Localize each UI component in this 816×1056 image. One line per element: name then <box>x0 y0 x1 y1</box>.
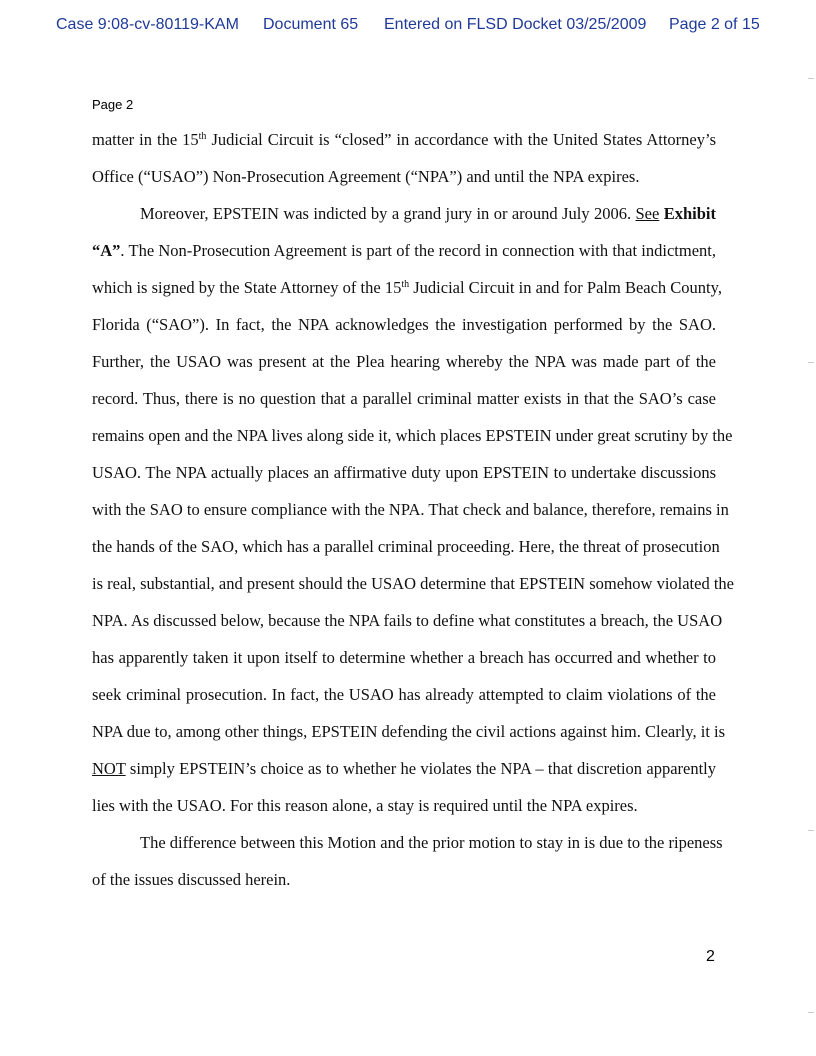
document-number: Document 65 <box>263 16 359 33</box>
paragraph-line: has apparently taken it upon itself to determine whether a breach has occurred and whether to <box>92 648 716 667</box>
page-label: Page 2 <box>92 97 134 112</box>
paragraph-line: NOT simply EPSTEIN’s choice as to whether he violates the NPA – that discretion apparently <box>92 759 716 778</box>
paragraph-line: Office (“USAO”) Non-Prosecution Agreement (“NPA”) and until the NPA expires. <box>92 167 640 186</box>
docket-page-count: Page 2 of 15 <box>669 16 760 33</box>
paragraph-line: record. Thus, there is no question that a parallel criminal matter exists in that the SAO’s case <box>92 389 716 408</box>
paragraph-line: The difference between this Motion and the prior motion to stay in is due to the ripeness <box>140 833 723 852</box>
paragraph-line: which is signed by the State Attorney of the 15th Judicial Circuit in and for Palm Beach County, <box>92 278 722 297</box>
page-number: 2 <box>706 948 715 965</box>
paragraph-line: Florida (“SAO”). In fact, the NPA acknowledges the investigation performed by the SAO. <box>92 315 716 334</box>
emphasis-not: NOT <box>92 759 126 778</box>
paragraph-line: NPA. As discussed below, because the NPA fails to define what constitutes a breach, the USAO <box>92 611 723 630</box>
paragraph-line: with the SAO to ensure compliance with the NPA. That check and balance, therefore, remains in <box>92 500 729 519</box>
paragraph-line: lies with the USAO. For this reason alone, a stay is required until the NPA expires. <box>92 796 638 815</box>
paragraph-line: USAO. The NPA actually places an affirmative duty upon EPSTEIN to undertake discussions <box>92 463 716 482</box>
paragraph-line: the hands of the SAO, which has a parallel criminal proceeding. Here, the threat of prosecution <box>92 537 720 556</box>
scan-artifact <box>808 78 814 79</box>
paragraph-line: Moreover, EPSTEIN was indicted by a grand jury in or around July 2006. See Exhibit <box>140 204 716 223</box>
see-reference: See <box>635 204 660 223</box>
paragraph-line: is real, substantial, and present should the USAO determine that EPSTEIN somehow violated the <box>92 574 735 593</box>
paragraph-line: Further, the USAO was present at the Plea hearing whereby the NPA was made part of the <box>92 352 716 371</box>
paragraph-line: remains open and the NPA lives along side it, which places EPSTEIN under great scrutiny by the <box>92 426 733 445</box>
docket-entry-date: Entered on FLSD Docket 03/25/2009 <box>384 16 647 33</box>
body-text <box>92 121 735 898</box>
paragraph-line: NPA due to, among other things, EPSTEIN defending the civil actions against him. Clearly, it is <box>92 722 726 741</box>
scan-artifact <box>808 362 814 363</box>
paragraph-line: “A”. The Non-Prosecution Agreement is part of the record in connection with that indictment, <box>92 241 716 260</box>
paragraph-line: of the issues discussed herein. <box>92 870 291 889</box>
scan-artifact <box>808 1012 814 1013</box>
case-number: Case 9:08-cv-80119-KAM <box>56 16 239 33</box>
paragraph-line: matter in the 15th Judicial Circuit is “closed” in accordance with the United States Attorney’s <box>92 130 716 149</box>
scan-artifact <box>808 830 814 831</box>
exhibit-reference: Exhibit <box>663 204 716 223</box>
paragraph-line: seek criminal prosecution. In fact, the USAO has already attempted to claim violations of the <box>92 685 716 704</box>
